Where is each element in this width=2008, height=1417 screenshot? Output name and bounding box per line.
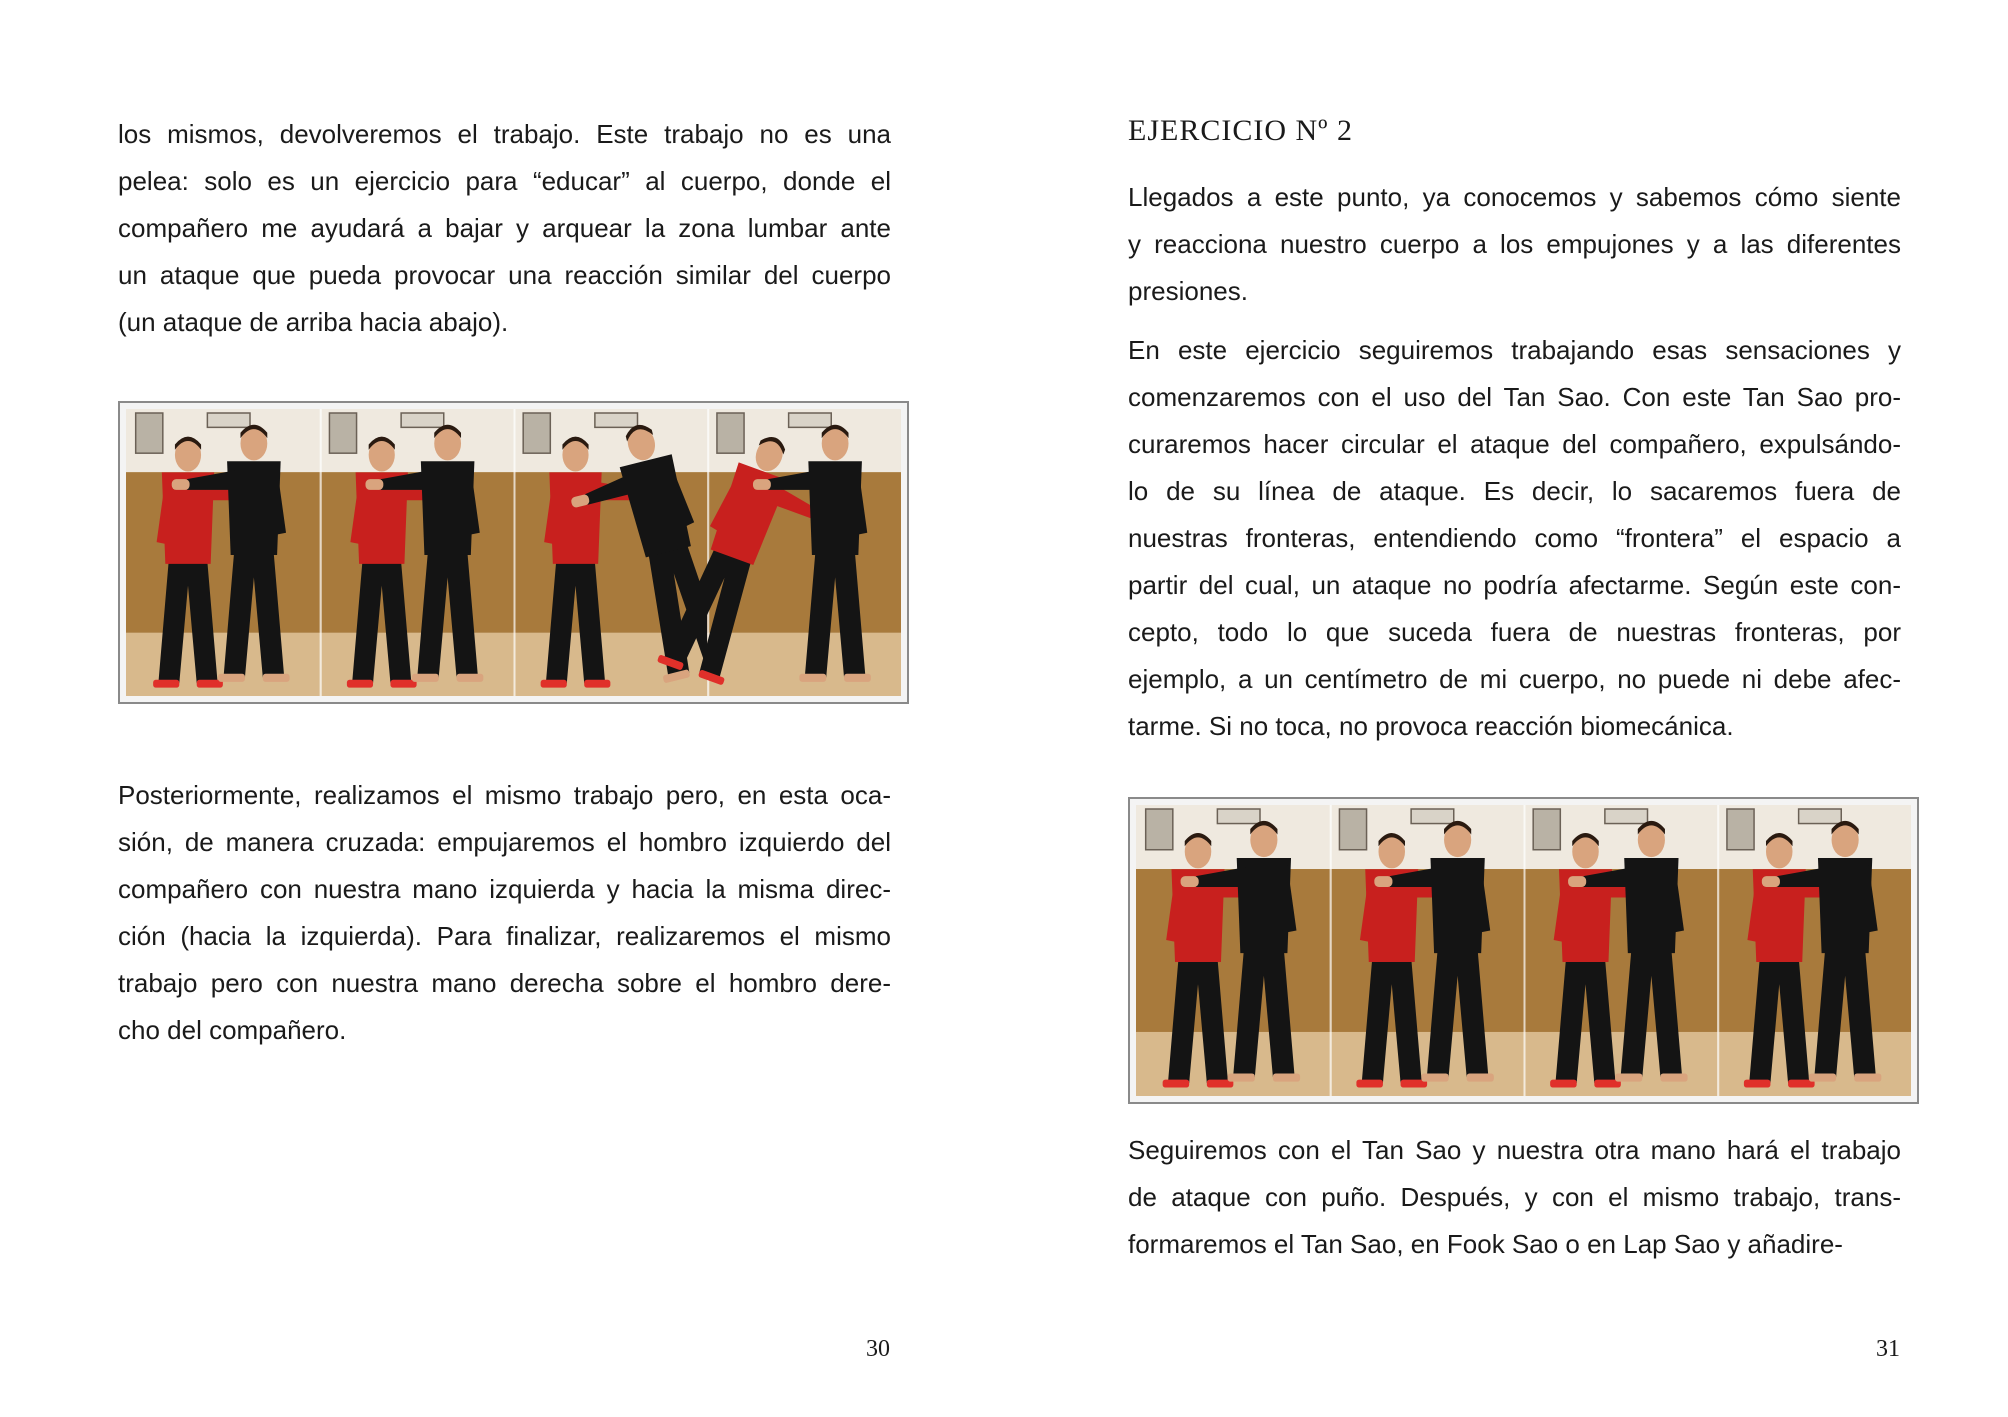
text-line: ejemplo, a un centímetro de mi cuerpo, no puede ni debe afec- xyxy=(1128,664,1901,694)
text-line: nuestras fronteras, entendiendo como “frontera” el espacio a xyxy=(1128,523,1901,553)
text-line: comenzaremos con el uso del Tan Sao. Con este Tan Sao pro- xyxy=(1128,382,1901,412)
text-line: En este ejercicio seguiremos trabajando esas sensaciones y xyxy=(1128,335,1901,365)
photo-frame-panel xyxy=(1717,805,1911,1096)
text-line: y reacciona nuestro cuerpo a los empujones y a las diferentes xyxy=(1128,229,1901,259)
paragraph-exercise-intro xyxy=(1128,174,1901,315)
text-line: Llegados a este punto, ya conocemos y sabemos cómo siente xyxy=(1128,182,1901,212)
text-line: Seguiremos con el Tan Sao y nuestra otra mano hará el trabajo xyxy=(1128,1135,1901,1165)
photo-frame-panel xyxy=(320,409,514,696)
text-line: tarme. Si no toca, no provoca reacción biomecánica. xyxy=(1128,711,1734,741)
text-line: ción (hacia la izquierda). Para finalizar, realizaremos el mismo xyxy=(118,921,891,951)
text-line: de ataque con puño. Después, y con el mismo trabajo, trans- xyxy=(1128,1182,1901,1212)
text-line: partir del cual, un ataque no podría afectarme. Según este con- xyxy=(1128,570,1901,600)
text-line: lo de su línea de ataque. Es decir, lo sacaremos fuera de xyxy=(1128,476,1901,506)
text-line: cepto, todo lo que suceda fuera de nuestras fronteras, por xyxy=(1128,617,1901,647)
paragraph-tan-sao xyxy=(1128,327,1901,750)
text-line: Posteriormente, realizamos el mismo trabajo pero, en esta oca- xyxy=(118,780,891,810)
text-line: trabajo pero con nuestra mano derecha sobre el hombro dere- xyxy=(118,968,891,998)
photo-frame-panel xyxy=(126,409,320,696)
text-line: sión, de manera cruzada: empujaremos el hombro izquierdo del xyxy=(118,827,891,857)
text-line: curaremos hacer circular el ataque del compañero, expulsándo- xyxy=(1128,429,1901,459)
left-photo-sequence xyxy=(118,401,909,704)
photo-frame-panel xyxy=(1136,805,1330,1096)
right-photo-sequence xyxy=(1128,797,1919,1104)
photo-frame-panel xyxy=(1524,805,1718,1096)
photo-frame-panel xyxy=(1330,805,1524,1096)
text-line: un ataque que pueda provocar una reacción similar del cuerpo xyxy=(118,260,891,290)
martial-arts-photo-sequence-icon xyxy=(126,409,901,696)
photo-frame-panel xyxy=(514,409,734,696)
text-line: presiones. xyxy=(1128,276,1248,306)
paragraph-crossed-exercise xyxy=(118,772,891,1054)
text-line: pelea: solo es un ejercicio para “educar” al cuerpo, donde el xyxy=(118,166,891,196)
text-line: compañero con nuestra mano izquierda y hacia la misma direc- xyxy=(118,874,891,904)
text-line: los mismos, devolveremos el trabajo. Este trabajo no es una xyxy=(118,119,891,149)
martial-arts-photo-sequence-icon xyxy=(1136,805,1911,1096)
text-line: (un ataque de arriba hacia abajo). xyxy=(118,307,509,337)
text-line: cho del compañero. xyxy=(118,1015,347,1045)
right-page xyxy=(1004,0,2008,1417)
exercise-heading: EJERCICIO Nº 2 xyxy=(1128,114,1353,147)
paragraph-tan-sao-continued xyxy=(1128,1127,1901,1268)
text-line: compañero me ayudará a bajar y arquear la zona lumbar ante xyxy=(118,213,891,243)
page-number: 31 xyxy=(1876,1336,1900,1362)
text-line: formaremos el Tan Sao, en Fook Sao o en Lap Sao y añadire- xyxy=(1128,1229,1843,1259)
paragraph-intro-continued xyxy=(118,111,891,346)
page-number: 30 xyxy=(866,1336,890,1362)
